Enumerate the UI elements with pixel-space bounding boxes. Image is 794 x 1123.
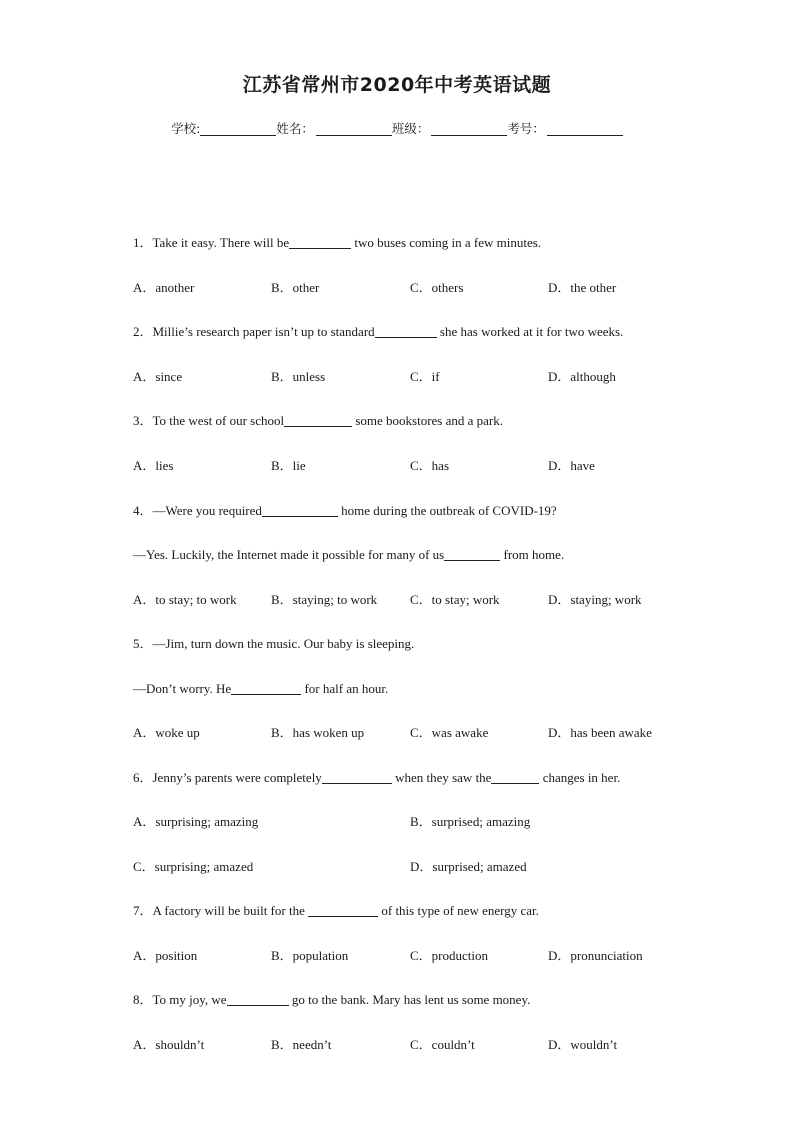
q7-option-b[interactable]: B．population xyxy=(271,948,349,963)
number-blank[interactable] xyxy=(547,121,623,136)
question-8-stem: 8．To my joy, we go to the bank. Mary has lent us some money. xyxy=(133,992,531,1007)
question-4-reply: —Yes. Luckily, the Internet made it possible for many of us from home. xyxy=(133,547,565,562)
answer-blank[interactable] xyxy=(444,548,500,561)
q2-option-b[interactable]: B．unless xyxy=(271,369,326,384)
q1-option-b[interactable]: B．other xyxy=(271,280,320,295)
question-2-stem: 2．Millie’s research paper isn’t up to standard she has worked at it for two weeks. xyxy=(133,324,624,339)
answer-blank[interactable] xyxy=(375,325,437,338)
q8-option-b[interactable]: B．needn’t xyxy=(271,1037,332,1052)
question-6-stem: 6．Jenny’s parents were completely when they saw the changes in her. xyxy=(133,770,621,785)
q2-option-a[interactable]: A．since xyxy=(133,369,183,384)
q8-option-c[interactable]: C．couldn’t xyxy=(410,1037,475,1052)
q4-option-d[interactable]: D．staying; work xyxy=(548,592,642,607)
q3-option-d[interactable]: D．have xyxy=(548,458,595,473)
q1-option-c[interactable]: C．others xyxy=(410,280,464,295)
class-blank[interactable] xyxy=(431,121,507,136)
q1-option-a[interactable]: A．another xyxy=(133,280,195,295)
q3-option-c[interactable]: C．has xyxy=(410,458,450,473)
q2-option-c[interactable]: C．if xyxy=(410,369,440,384)
q6-option-b[interactable]: B．surprised; amazing xyxy=(410,814,531,829)
q6-option-a[interactable]: A．surprising; amazing xyxy=(133,814,259,829)
answer-blank[interactable] xyxy=(284,414,352,427)
q5-option-d[interactable]: D．has been awake xyxy=(548,725,652,740)
question-1-stem: 1．Take it easy. There will be two buses coming in a few minutes. xyxy=(133,235,542,250)
q5-option-a[interactable]: A．woke up xyxy=(133,725,200,740)
q4-option-c[interactable]: C．to stay; work xyxy=(410,592,500,607)
answer-blank[interactable] xyxy=(289,236,351,249)
q8-option-a[interactable]: A．shouldn’t xyxy=(133,1037,205,1052)
name-label: 姓名： xyxy=(276,121,314,136)
q7-option-a[interactable]: A．position xyxy=(133,948,198,963)
q1-option-d[interactable]: D．the other xyxy=(548,280,617,295)
q7-option-c[interactable]: C．production xyxy=(410,948,488,963)
answer-blank[interactable] xyxy=(322,771,392,784)
question-5-reply: —Don’t worry. He for half an hour. xyxy=(133,681,389,696)
school-blank[interactable] xyxy=(200,121,276,136)
answer-blank[interactable] xyxy=(231,682,301,695)
q6-option-c[interactable]: C．surprising; amazed xyxy=(133,859,254,874)
answer-blank[interactable] xyxy=(491,771,539,784)
answer-blank[interactable] xyxy=(227,993,289,1006)
question-3-stem: 3．To the west of our school some bookstores and a park. xyxy=(133,413,504,428)
question-4-stem: 4．—Were you required home during the outbreak of COVID-19? xyxy=(133,503,557,518)
q6-option-d[interactable]: D．surprised; amazed xyxy=(410,859,527,874)
page-title: 江苏省常州市2020年中考英语试题 xyxy=(242,74,552,96)
name-blank[interactable] xyxy=(316,121,392,136)
q3-option-a[interactable]: A．lies xyxy=(133,458,174,473)
q7-option-d[interactable]: D．pronunciation xyxy=(548,948,643,963)
school-label: 学校: xyxy=(171,121,201,136)
question-7-stem: 7．A factory will be built for the of this type of new energy car. xyxy=(133,903,539,918)
q4-option-b[interactable]: B．staying; to work xyxy=(271,592,378,607)
q4-option-a[interactable]: A．to stay; to work xyxy=(133,592,237,607)
answer-blank[interactable] xyxy=(308,904,378,917)
number-label: 考号： xyxy=(507,121,545,136)
answer-blank[interactable] xyxy=(262,504,338,517)
q3-option-b[interactable]: B．lie xyxy=(271,458,306,473)
question-5-stem: 5．—Jim, turn down the music. Our baby is sleeping. xyxy=(133,636,415,651)
q2-option-d[interactable]: D．although xyxy=(548,369,616,384)
q5-option-c[interactable]: C．was awake xyxy=(410,725,489,740)
q5-option-b[interactable]: B．has woken up xyxy=(271,725,365,740)
class-label: 班级： xyxy=(391,121,430,136)
student-info-line xyxy=(0,119,794,137)
q8-option-d[interactable]: D．wouldn’t xyxy=(548,1037,618,1052)
